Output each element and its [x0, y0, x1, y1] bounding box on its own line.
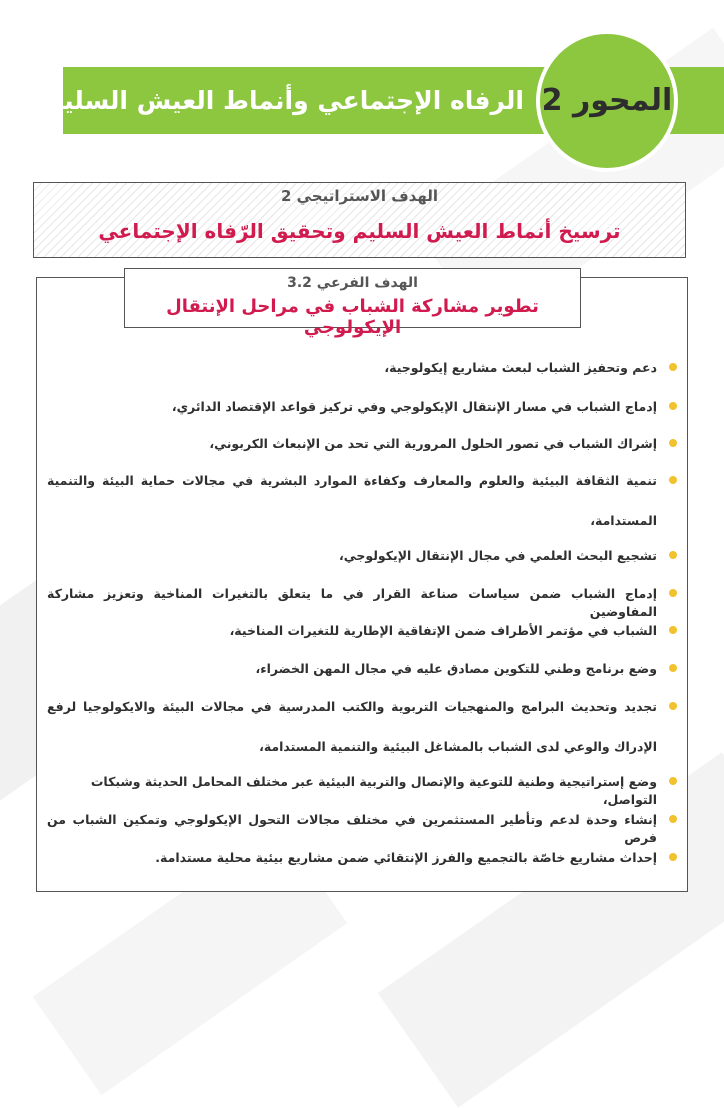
bullet-icon — [669, 815, 677, 823]
list-item — [47, 660, 677, 678]
list-item — [47, 698, 677, 754]
list-item — [47, 811, 677, 847]
bullet-icon — [669, 551, 677, 559]
list-item — [47, 773, 677, 809]
list-item — [47, 472, 677, 528]
list-item-text: إحداث مشاريع خاصّة بالتجميع والفرز الإنتقائي ضمن مشاريع بيئية محلية مستدامة. — [155, 850, 657, 865]
list-item-text: دعم وتحفيز الشباب لبعث مشاريع إيكولوجية، — [384, 360, 657, 375]
bullet-icon — [669, 476, 677, 484]
bullet-icon — [669, 777, 677, 785]
list-item-text: إشراك الشباب في تصور الحلول المرورية التي تحد من الإنبعاث الكربوني، — [209, 436, 657, 451]
list-item-text: إدماج الشباب ضمن سياسات صناعة القرار في ما يتعلق بالتغيرات المناخية وتعزيز مشاركة المفاوضين — [47, 586, 657, 619]
sub-goal-title: تطوير مشاركة الشباب في مراحل الإنتقال الإيكولوجي — [166, 296, 539, 338]
strategic-goal-box — [33, 182, 686, 258]
list-item-text: تنمية الثقافة البيئية والعلوم والمعارف وكفاءة الموارد البشرية في مجالات حماية البيئة والتنمية — [47, 473, 657, 488]
bullet-icon — [669, 626, 677, 634]
list-item-text: تجديد وتحديث البرامج والمنهجيات التربوية والكتب المدرسية في مجالات البيئة والايكولوجيا لرفع — [47, 699, 657, 714]
list-item — [47, 435, 677, 453]
bullet-icon — [669, 664, 677, 672]
list-item-text: وضع برنامج وطني للتكوين مصادق عليه في مجال المهن الخضراء، — [255, 661, 657, 676]
list-item-text-continued: المستدامة، — [590, 513, 657, 528]
sub-goal-label: الهدف الفرعي 3.2 — [287, 275, 418, 291]
list-item-text: إدماج الشباب في مسار الإنتقال الإيكولوجي وفي تركيز قواعد الإقتصاد الدائري، — [171, 399, 657, 414]
bullet-icon — [669, 402, 677, 410]
list-item — [47, 398, 677, 416]
axis-title: الرفاه الإجتماعي وأنماط العيش السليم — [44, 86, 524, 115]
list-item-text: وضع إستراتيجية وطنية للتوعية والإتصال والتربية البيئية عبر مختلف المحامل الحديثة وشبكات التواصل، — [90, 774, 657, 807]
list-item — [47, 585, 677, 621]
list-item-text-continued: الإدراك والوعي لدى الشباب بالمشاغل البيئية والتنمية المستدامة، — [259, 739, 657, 754]
bullet-icon — [669, 853, 677, 861]
list-item-text: تشجيع البحث العلمي في مجال الإنتقال الإيكولوجي، — [338, 548, 657, 563]
strategic-goal-label: الهدف الاستراتيجي 2 — [280, 187, 439, 205]
bullet-icon — [669, 702, 677, 710]
list-item — [47, 622, 677, 640]
sub-goal-box — [124, 268, 581, 338]
list-item — [47, 849, 677, 867]
list-item-text: الشباب في مؤتمر الأطراف ضمن الإتفاقية الإطارية للتغيرات المناخية، — [229, 623, 657, 638]
list-item — [47, 547, 677, 565]
axis-badge — [536, 30, 678, 172]
bullet-icon — [669, 363, 677, 371]
bullet-icon — [669, 589, 677, 597]
list-item-text: إنشاء وحدة لدعم وتأطير المستثمرين في مختلف مجالات التحول الإيكولوجي وتمكين الشباب من فرص — [47, 812, 657, 845]
list-item — [47, 359, 677, 377]
strategic-goal-title: ترسيخ أنماط العيش السليم وتحقيق الرّفاه الإجتماعي — [98, 219, 621, 243]
axis-label: المحور 2 — [541, 83, 673, 118]
bullet-icon — [669, 439, 677, 447]
